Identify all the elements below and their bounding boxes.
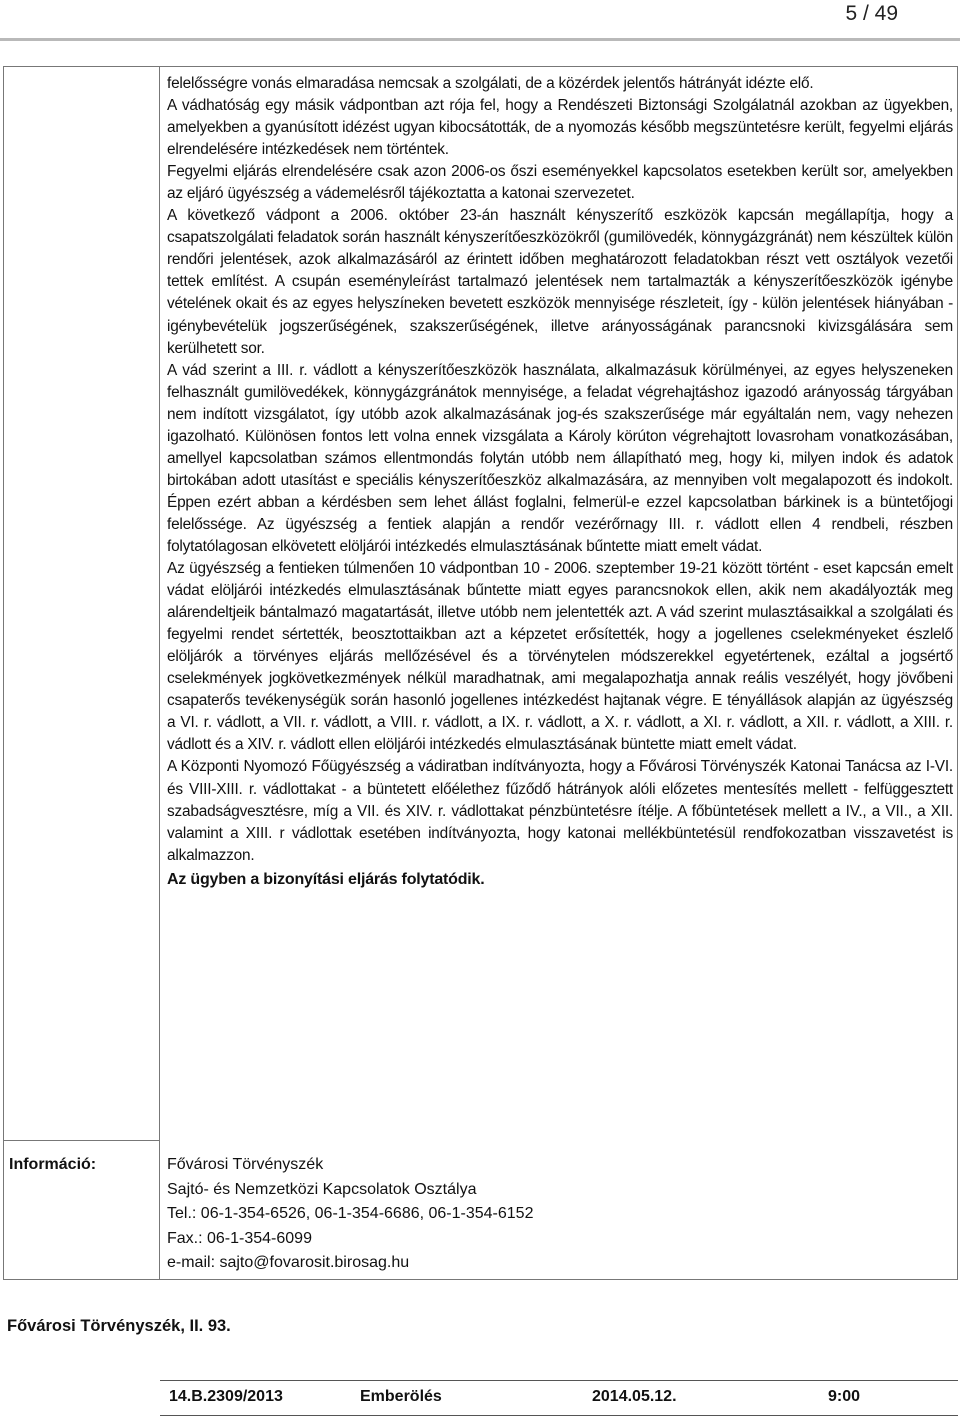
contact-organization: Fővárosi Törvényszék bbox=[167, 1156, 324, 1173]
contact-fax: Fax.: 06-1-354-6099 bbox=[167, 1229, 312, 1247]
hearing-time: 9:00 bbox=[828, 1388, 861, 1405]
contact-department: Sajtó- és Nemzetközi Kapcsolatok Osztálya bbox=[167, 1180, 477, 1198]
paragraph: A vád szerint a III. r. vádlott a kényszerítőeszközök használata, alkalmazásuk körülményei, az egyes helyszeneken felhasznált gumilövedékek, könnygázgránátok mennyisége, a feladat végrehajtáshoz igazodó arányosság tárgyában nem indított vizsgálatot, így utóbb azok alkalmazásának jog-és szakszerűsége már egyáltalán nem, vagy nehezen igazolható. Különösen fontos lett volna ennek vizsgálata a Károly körúton végrehajtott lovasroham vonatkozásában, amellyel kapcsolatban számos ellentmondás folytán utóbb nem állapítható meg, hogy ki, milyen indok és adatok birtokában adott utasítást e speciális kényszerítőeszköz alkalmazására, az mennyiben volt megalapozott és indokolt. Éppen ezért abban a kérdésben sem lehet állást foglalni, felmerül-e ezzel kapcsolatban bárkinek is a büntetőjogi felelőssége. Az ügyészség a fentiek alapján a rendőr vezérőrnagy III. r. vádlott ellen 4 rendbeli, részben folytatólagosan elkövetett elöljárói intézkedés elmulasztásának bűntette miatt emelt vádat. bbox=[167, 361, 953, 555]
info-row-divider bbox=[3, 1140, 160, 1141]
information-label: Információ: bbox=[9, 1156, 97, 1173]
conclusion-statement: Az ügyben a bizonyítási eljárás folytatódik. bbox=[167, 870, 485, 888]
column-divider bbox=[159, 66, 160, 1280]
case-number: 14.B.2309/2013 bbox=[169, 1388, 283, 1405]
paragraph: felelősségre vonás elmaradása nemcsak a szolgálati, de a közérdek jelentős hátrányát idézte elő. bbox=[167, 75, 814, 92]
case-crime: Emberölés bbox=[360, 1388, 442, 1405]
paragraph: A következő vádpont a 2006. október 23-án használt kényszerítő eszközök kapcsán megállapítja, hogy a csapatszolgálati feladatok során használt kényszerítőeszközökről (gumilövedék, könnygázgránát) nem készültek külön rendőri jelentések, azok alkalmazásáról az érintett időben meghatározott feladatokban részt vett osztályok vezetői tettek említést. A csupán eseményleírást tartalmazó jelentések nem tartalmazták a kényszerítőeszközök igénybe vételének okait és az egyes helyszíneken bevetett eszközök mennyisége részleteit, így - külön jelentések hiányában - igénybevételük jogszerűségének, szakszerűségének, illetve arányosságának parancsnoki kivizsgálására sem kerülhetett sor. bbox=[167, 207, 953, 357]
header-divider bbox=[0, 38, 960, 41]
paragraph: Fegyelmi eljárás elrendelésére csak azon 2006-os őszi eseményekkel kapcsolatos esetekben került sor, amelyekben az eljáró ügyészség a vádemelésről tájékoztatta a katonai szervezetet. bbox=[167, 163, 953, 203]
page-indicator: 5 / 49 bbox=[845, 2, 898, 25]
case-footer bbox=[160, 1380, 958, 1416]
contact-email: e-mail: sajto@fovarosit.birosag.hu bbox=[167, 1254, 410, 1271]
court-address: Fővárosi Törvényszék, II. 93. bbox=[7, 1317, 231, 1335]
contact-block bbox=[167, 1153, 533, 1276]
paragraph: A vádhatóság egy másik vádpontban azt rója fel, hogy a Rendészeti Biztonsági Szolgálatnál azokban az ügyekben, amelyekben a gyanúsított idézést ugyan kibocsátották, de a nyomozás később megszüntetésre került, fegyelmi eljárás elrendelésére intézkedések nem történtek. bbox=[167, 97, 953, 159]
contact-phone: Tel.: 06-1-354-6526, 06-1-354-6686, 06-1-354-6152 bbox=[167, 1205, 534, 1222]
paragraph: Az ügyészség a fentieken túlmenően 10 vádpontban 10 - 2006. szeptember 19-21 között történt - eset kapcsán emelt vádat elöljárói intézkedés elmulasztásának bűntette miatt egyes parancsnokok ellen, akik nem akadályozták meg alárendeltjeik bántalmazó magatartását, illetve utóbb nem jelentették azt. A vád szerint mulasztásaikkal a szolgálati és fegyelmi rendet sértették, beosztottaikban azt a képzetet erősítették, hogy a jogellenes cselekményeket észlelő elöljárók a törvényes eljárás mellőzésével és a törvénytelen módszerekkel egyetértenek, ezáltal a jogsértő cselekmények jogkövetkezmények nélkül maradhatnak, ami megalapozhatja annak reális veszélyét, hogy jövőbeni csapaterős tevékenységük során hasonló jogellenes intézkedést hajtanak végre. E tényállások alapján az ügyészség a VI. r. vádlott, a VII. r. vádlott, a VIII. r. vádlott, a IX. r. vádlott, a X. r. vádlott, a XI. r. vádlott, a XII. r. vádlott, a XIII. r. vádlott és a XIV. r. vádlott ellen elöljárói intézkedés elmulasztásának büntette miatt emelt vádat. bbox=[167, 560, 953, 754]
paragraph: A Központi Nyomozó Főügyészség a vádiratban indítványozta, hogy a Fővárosi Törvényszék Katonai Tanácsa az I-VI. és VIII-XIII. r. vádlottakat - a büntetett előélethez fűződő hátrányok alóli előzetes mentesítés mellett - felfüggesztett szabadságvesztésre, míg a VII. és XIV. r. vádlottakat pénzbüntetésre ítélje. A főbüntetések mellett a IV., a VII., a XII. valamint a XIII. r vádlottak esetében indítványozta, hogy katonai mellékbüntetésül rendfokozatban visszavetést is alkalmazzon. bbox=[167, 758, 953, 864]
case-description bbox=[167, 73, 953, 891]
hearing-date: 2014.05.12. bbox=[592, 1388, 677, 1405]
